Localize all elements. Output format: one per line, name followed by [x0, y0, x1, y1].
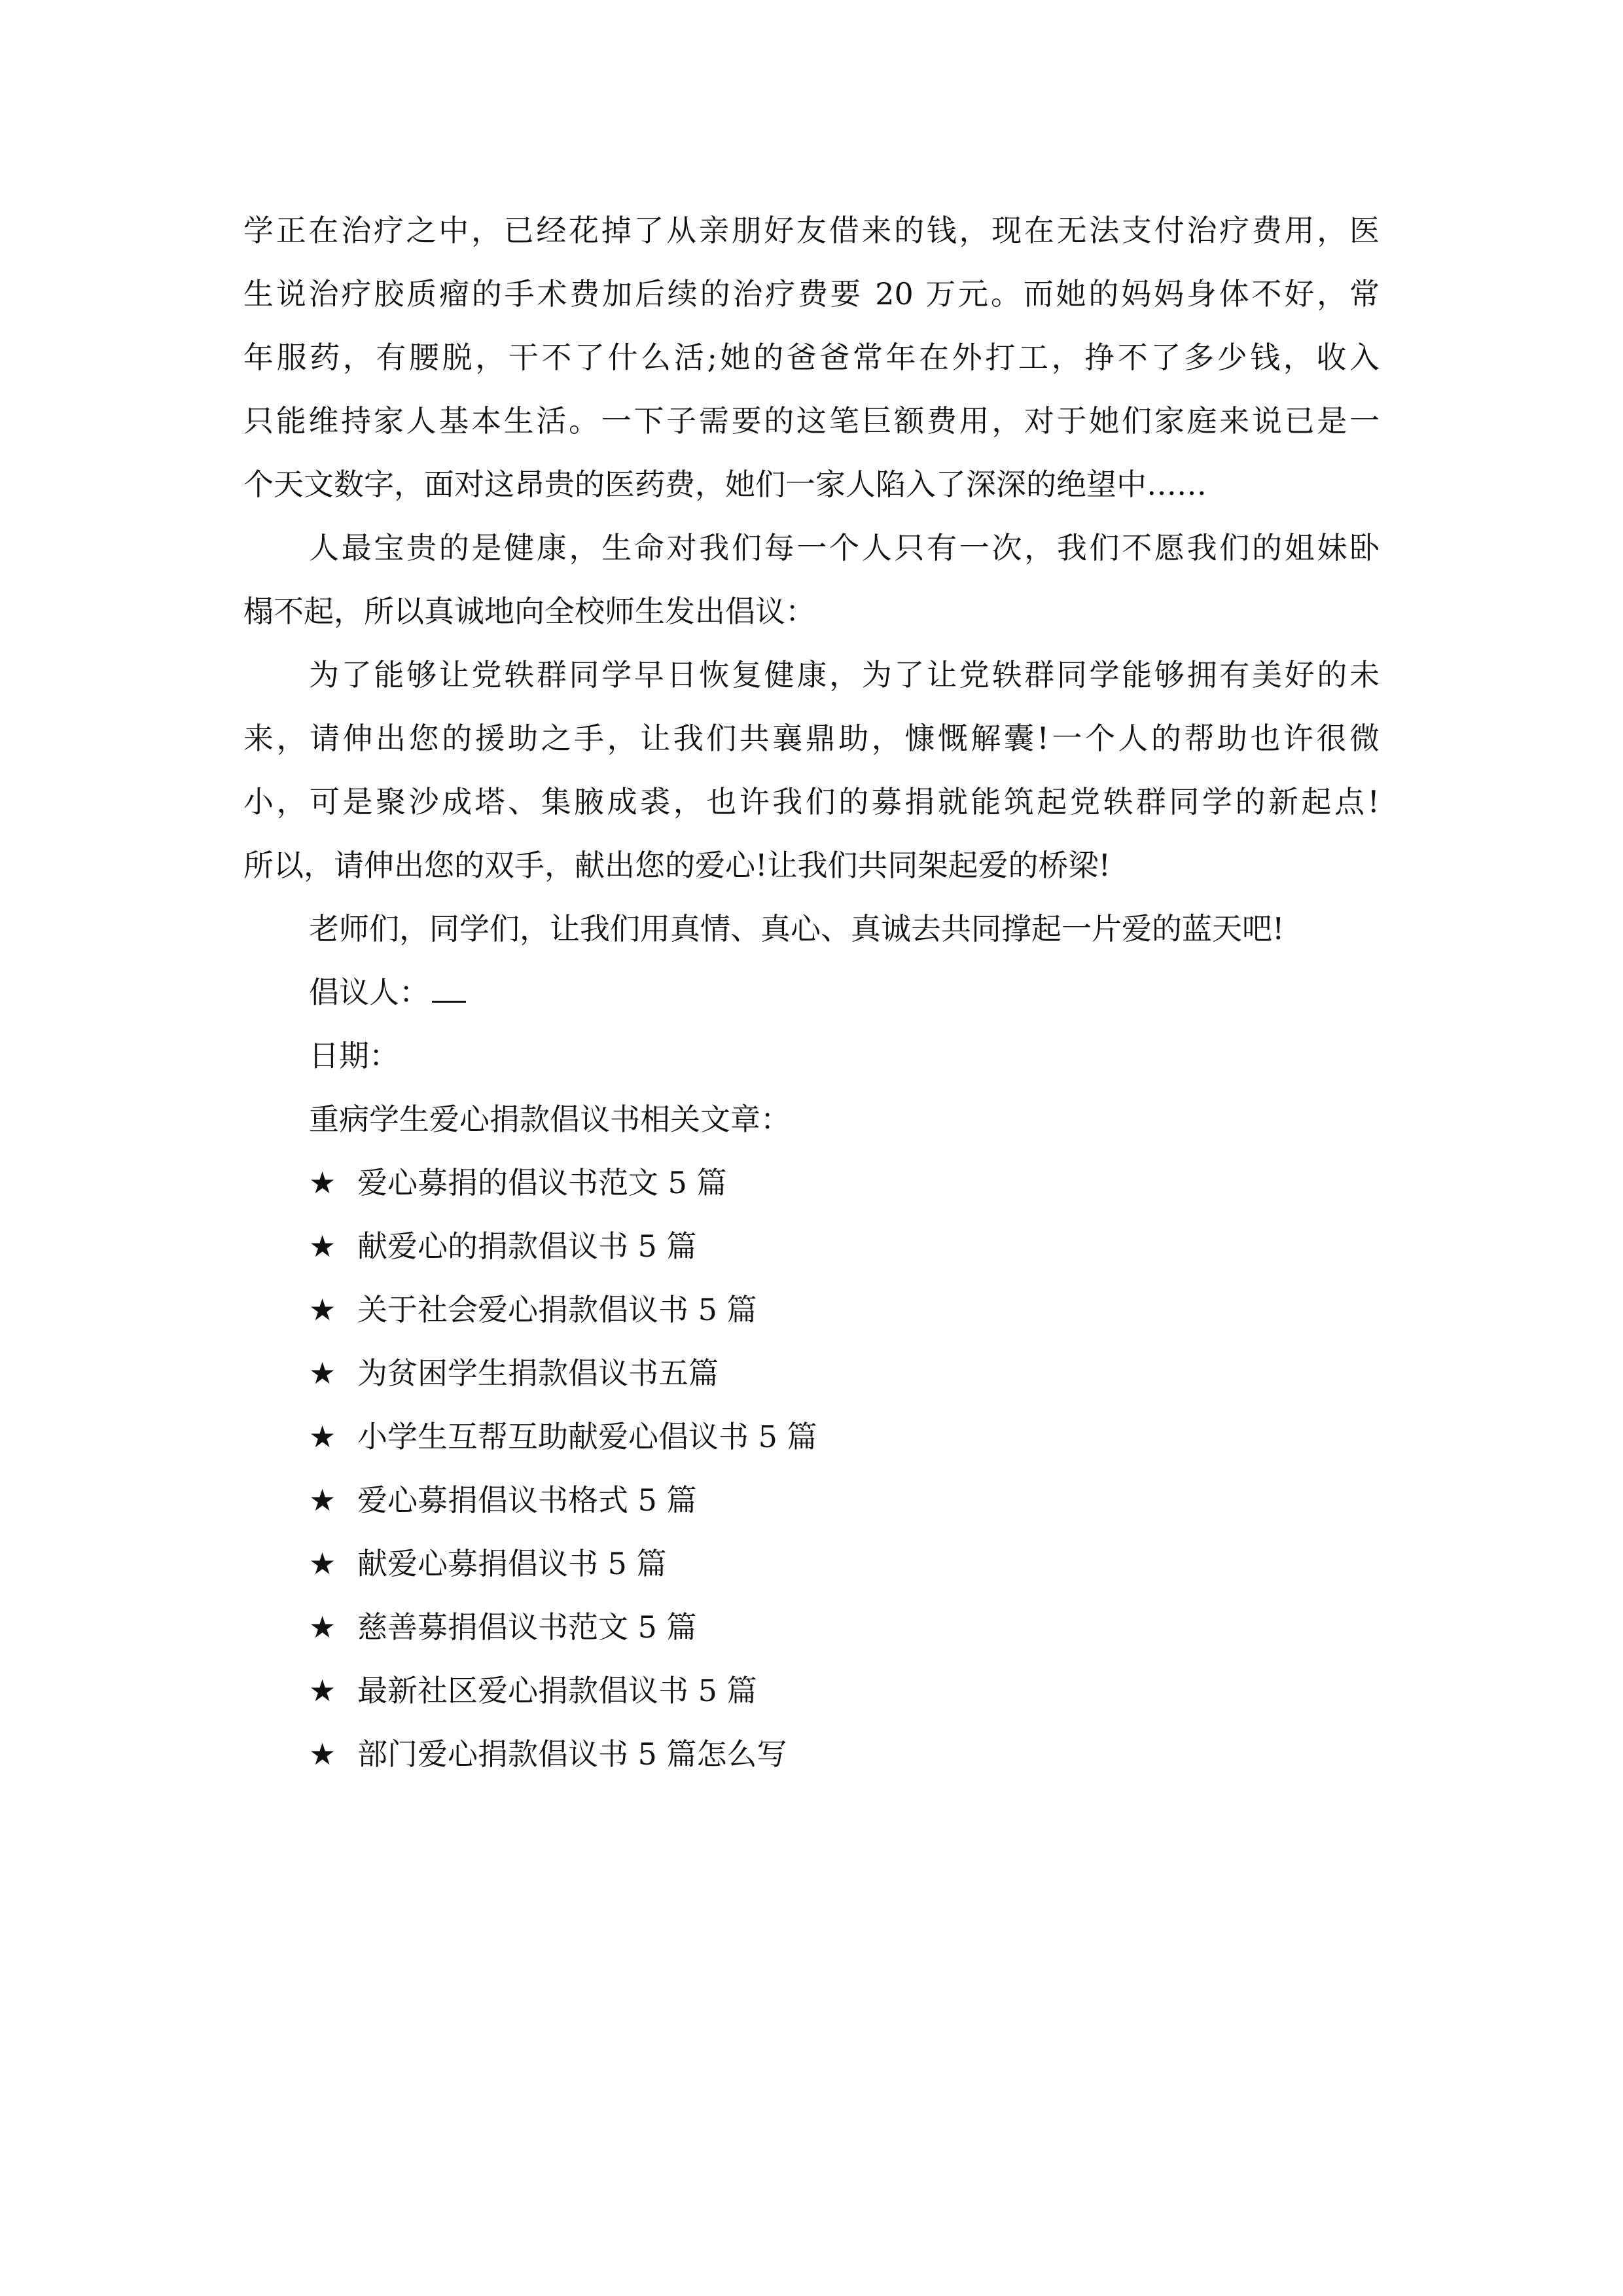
document-body [243, 199, 1380, 1786]
paragraph-line: 学正在治疗之中，已经花掉了从亲朋好友借来的钱，现在无法支付治疗费用，医 [243, 213, 1380, 248]
star-icon: ★ [309, 1546, 336, 1581]
related-article-title[interactable]: 小学生互帮互助献爱心倡议书 5 篇 [357, 1419, 817, 1454]
paragraph-line: 来，请伸出您的援助之手，让我们共襄鼎助，慷慨解囊!一个人的帮助也许很微 [243, 721, 1380, 756]
related-article-link[interactable] [243, 1405, 1380, 1469]
star-icon: ★ [309, 1673, 336, 1708]
paragraph-line: 所以，请伸出您的双手，献出您的爱心!让我们共同架起爱的桥梁! [243, 848, 1111, 883]
paragraph-line: 只能维持家人基本生活。一下子需要的这笔巨额费用，对于她们家庭来说已是一 [243, 403, 1380, 439]
initiator-blank [432, 968, 466, 1003]
related-heading: 重病学生爱心捐款倡议书相关文章： [309, 1102, 791, 1137]
related-article-title[interactable]: 献爱心募捐倡议书 5 篇 [357, 1546, 667, 1581]
star-icon: ★ [309, 1355, 336, 1391]
related-article-link[interactable] [243, 1215, 1380, 1278]
related-article-link[interactable] [243, 1659, 1380, 1723]
initiator-line [243, 961, 1380, 1024]
star-icon: ★ [309, 1419, 336, 1454]
paragraph-line: 为了能够让党轶群同学早日恢复健康，为了让党轶群同学能够拥有美好的未 [309, 657, 1380, 692]
related-article-title[interactable]: 爱心募捐的倡议书范文 5 篇 [357, 1165, 727, 1200]
related-article-link[interactable] [243, 1469, 1380, 1532]
paragraph-line: 个天文数字，面对这昂贵的医药费，她们一家人陷入了深深的绝望中…… [243, 467, 1207, 502]
related-article-title[interactable]: 为贫困学生捐款倡议书五篇 [357, 1355, 719, 1391]
related-article-title[interactable]: 最新社区爱心捐款倡议书 5 篇 [357, 1673, 757, 1708]
related-article-link[interactable] [243, 1151, 1380, 1215]
related-article-link[interactable] [243, 1723, 1380, 1786]
star-icon: ★ [309, 1165, 336, 1200]
related-article-title[interactable]: 关于社会爱心捐款倡议书 5 篇 [357, 1292, 757, 1327]
star-icon: ★ [309, 1482, 336, 1518]
related-article-link[interactable] [243, 1278, 1380, 1342]
related-article-title[interactable]: 献爱心的捐款倡议书 5 篇 [357, 1229, 697, 1264]
related-article-title[interactable]: 部门爱心捐款倡议书 5 篇怎么写 [357, 1736, 787, 1772]
related-article-link[interactable] [243, 1342, 1380, 1405]
initiator-label: 倡议人： [309, 975, 429, 1010]
star-icon: ★ [309, 1229, 336, 1264]
related-article-title[interactable]: 慈善募捐倡议书范文 5 篇 [357, 1609, 697, 1645]
closing-paragraph: 老师们，同学们，让我们用真情、真心、真诚去共同撑起一片爱的蓝天吧! [309, 911, 1285, 946]
paragraph-line: 小，可是聚沙成塔、集腋成裘，也许我们的募捐就能筑起党轶群同学的新起点! [243, 784, 1380, 819]
paragraph-line: 人最宝贵的是健康，生命对我们每一个人只有一次，我们不愿我们的姐妹卧 [309, 530, 1380, 565]
star-icon: ★ [309, 1736, 336, 1772]
related-article-title[interactable]: 爱心募捐倡议书格式 5 篇 [357, 1482, 697, 1518]
related-article-link[interactable] [243, 1596, 1380, 1659]
paragraph-line: 生说治疗胶质瘤的手术费加后续的治疗费要 20 万元。而她的妈妈身体不好，常 [243, 276, 1380, 312]
star-icon: ★ [309, 1609, 336, 1645]
date-line: 日期： [309, 1038, 399, 1073]
paragraph-line: 年服药，有腰脱，干不了什么活;她的爸爸常年在外打工，挣不了多少钱，收入 [243, 340, 1380, 375]
star-icon: ★ [309, 1292, 336, 1327]
related-article-link[interactable] [243, 1532, 1380, 1596]
paragraph-line: 榻不起，所以真诚地向全校师生发出倡议： [243, 594, 815, 629]
